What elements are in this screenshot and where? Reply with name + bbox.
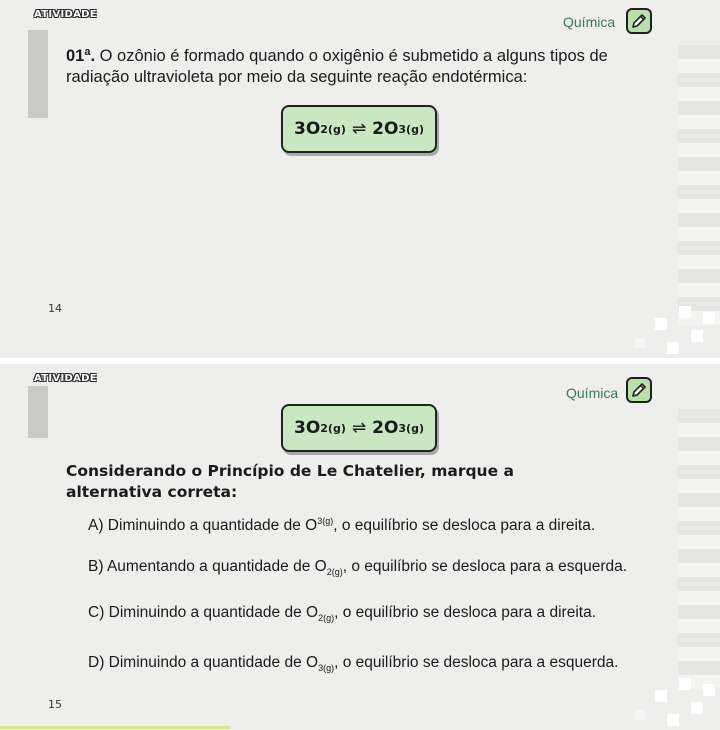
- slide-15: [0, 364, 720, 730]
- page-number: 15: [48, 698, 62, 711]
- equation-left: 3O: [294, 418, 321, 438]
- subject-label: Química: [563, 14, 616, 30]
- equation-box: [281, 404, 437, 452]
- decorative-edge: [678, 409, 720, 689]
- atividade-badge: ATIVIDADE: [34, 9, 97, 20]
- question-text: [66, 46, 636, 88]
- equilibrium-arrow: ⇌: [351, 418, 367, 438]
- sidebar-bar: [28, 386, 48, 438]
- equation-left-sub: 2(g): [320, 122, 346, 136]
- alternative-b[interactable]: B) Aumentando a quantidade de $O_{2(g)}$, o equilíbrio se desloca para a esquerda.: [88, 558, 628, 578]
- progress-line: [0, 726, 230, 729]
- question-heading: Considerando o Princípio de Le Chatelier, marque a alternativa correta:: [66, 462, 514, 501]
- decorative-edge: [678, 45, 720, 325]
- equilibrium-arrow: ⇌: [351, 119, 367, 139]
- atividade-badge: ATIVIDADE: [34, 373, 97, 384]
- equation-box: [281, 105, 437, 153]
- slide-14: [0, 0, 720, 358]
- equation-right: 2O: [372, 119, 399, 139]
- decorative-pattern: [595, 670, 720, 730]
- alternative-d[interactable]: D) Diminuindo a quantidade de $O_{3(g)}$, o equilíbrio se desloca para a esquerda.: [88, 654, 619, 674]
- alternative-a[interactable]: A) Diminuindo a quantidade de $O^{3(g)}$, o equilíbrio se desloca para a direita.: [88, 516, 596, 535]
- equation-right-sub: 3(g): [398, 122, 424, 136]
- subject-label: Química: [566, 385, 619, 401]
- equation-left: 3O: [294, 119, 321, 139]
- pencil-icon: [626, 377, 652, 403]
- pencil-icon: [626, 8, 652, 34]
- decorative-pattern: [595, 298, 720, 358]
- question-number: 01ª.: [66, 47, 96, 65]
- sidebar-bar: [28, 30, 48, 118]
- equation-left-sub: 2(g): [320, 421, 346, 435]
- page-number: 14: [48, 302, 62, 315]
- alternative-c[interactable]: C) Diminuindo a quantidade de $O_{2(g)}$, o equilíbrio se desloca para a direita.: [88, 604, 597, 624]
- question-body: O ozônio é formado quando o oxigênio é submetido a alguns tipos de radiação ultravioleta por meio da seguinte reação endotérmica:: [66, 47, 608, 86]
- equation-right-sub: 3(g): [398, 421, 424, 435]
- equation-right: 2O: [372, 418, 399, 438]
